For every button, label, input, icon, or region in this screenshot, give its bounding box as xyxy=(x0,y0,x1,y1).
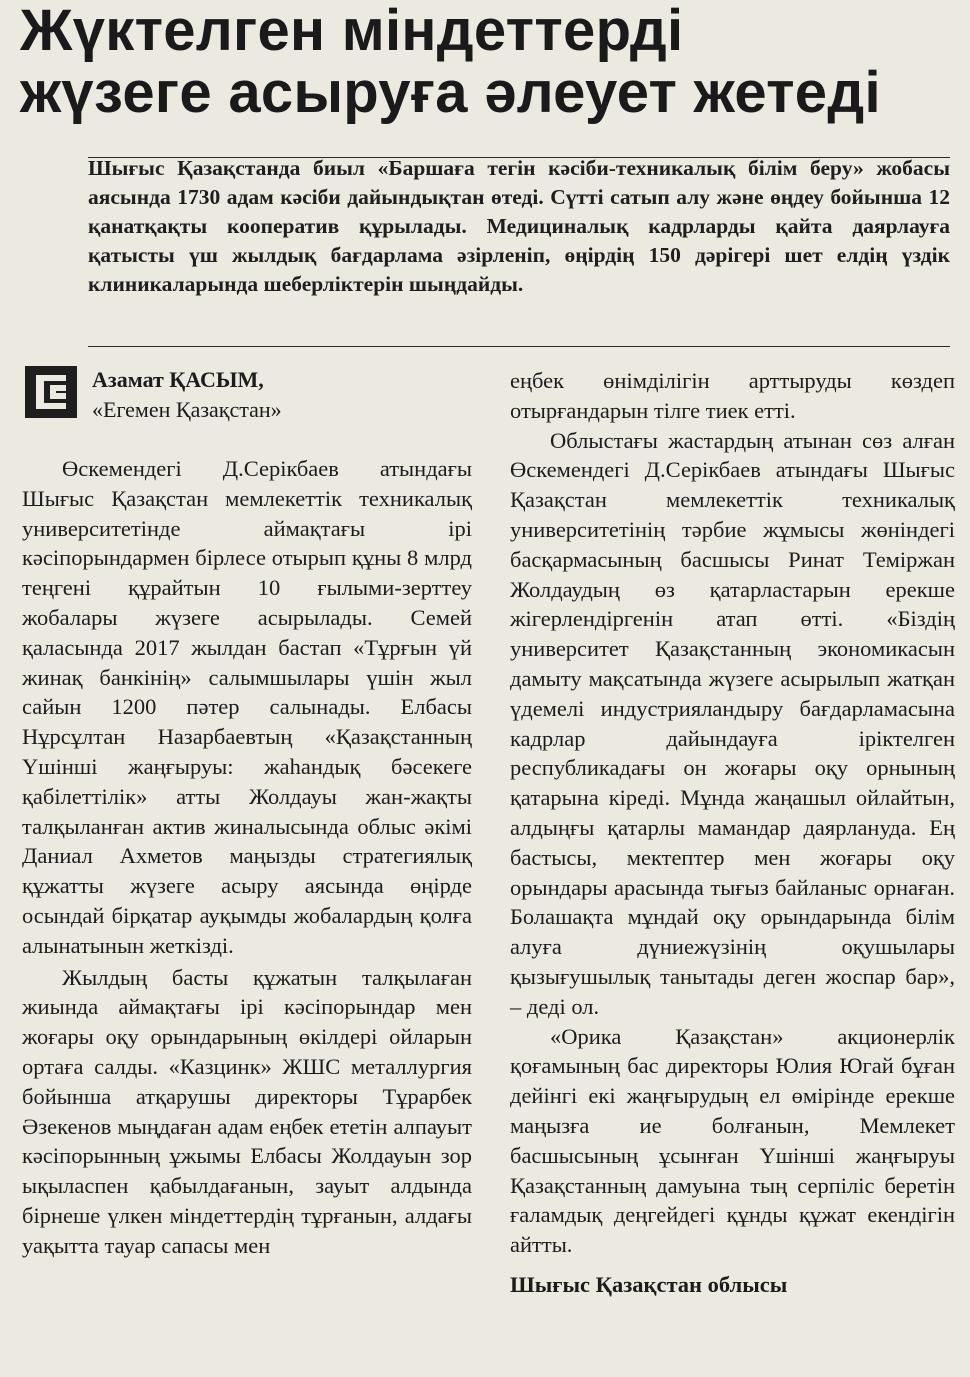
lead-bottom-rule xyxy=(88,346,950,347)
author-block xyxy=(92,365,472,425)
article-lead: Шығыс Қазақстанда биыл «Баршаға тегін кәсіби-техникалық білім беру» жобасы аясында 1730 адам кәсіби дайындықтан өтеді. Сүтті сатып алу және өңдеу бойынша 12 қанатқақты кооператив құрылады. Медициналық кадрларды қайта даярлауға қатысты үш жылдық бағдарлама әзірленіп, өңірдің 150 дәрігері шет елдің үздік клиникаларында шеберліктерін шыңдайды. xyxy=(88,156,950,296)
headline-line-1: Жүктелген міндеттерді xyxy=(20,0,684,63)
article-dateline: Шығыс Қазақстан облысы xyxy=(510,1271,788,1297)
body-paragraph: Жылдың басты құжатын талқылаған жиында аймақтағы ірі кәсіпорындар мен жоғары оқу орындарының өкілдері ойларын ортаға салды. «Казцинк» ЖШС металлургия бойынша атқарушы директоры Тұрарбек Әзекенов мыңдаған адам еңбек ететін алпауыт кәсіпорынның ұжымы Елбасы Жолдауын зор ықыласпен қабылдағанын, зауыт алдында бірнеше үлкен міндеттердің тұрғанын, алдағы уақытта тауар сапасы мен xyxy=(22,964,472,1258)
author-name: Азамат ҚАСЫМ, xyxy=(92,367,264,392)
left-column xyxy=(22,454,472,1261)
body-paragraph: Облыстағы жастардың атынан сөз алған Өскемендегі Д.Серікбаев атындағы Шығыс Қазақстан мемлекеттік техникалық университетінің тәрбие жұмысы жөніндегі басқармасының басшысы Ринат Теміржан Жолдаудың өз қатарластарын ерекше жігерлендіргенін атап өтті. «Біздің университет Қазақстанның экономикасын дамыту мақсатында жүзеге асырылып жатқан үдемелі индустрияландыру бағдарламасына кадрлар дайындауға іріктелген республикадағы он жоғары оқу орнының қатарына кіреді. Мұнда жаңашыл ойлайтын, алдыңғы қатарлы мамандар даярлануда. Ең бастысы, мектептер мен жоғары оқу орындары арасында тығыз байланыс орнаған. Болашақта мұндай оқу орындарында білім алуға дүниежүзінің оқушылары қызығушылық танытады деген жоспар бар», – деді ол. xyxy=(510,427,955,1019)
egemen-logo-icon xyxy=(24,365,78,419)
body-paragraph-continuation: еңбек өнімділігін арттыруды көздеп отырғандарын тілге тиек етті. xyxy=(510,368,955,423)
author-newspaper: «Егемен Қазақстан» xyxy=(92,397,282,422)
body-paragraph: «Орика Қазақстан» акционерлік қоғамының бас директоры Юлия Югай бұған дейінгі екі жаңғырудың ел өмірінде ерекше маңызға ие болғанын, Мемлекет басшысының ұсынған Үшінші жаңғыруы Қазақстанның дамуына тың серпіліс беретін ғаламдық деңгейдегі құнды құжат екендігін айтты. xyxy=(510,1023,955,1258)
headline-line-2: жүзеге асыруға әлеует жетеді xyxy=(20,60,881,125)
article-headline xyxy=(20,0,960,124)
right-column xyxy=(510,366,955,1300)
body-paragraph: Өскемендегі Д.Серікбаев атындағы Шығыс Қазақстан мемлекеттік техникалық университетінде аймақтағы ірі кәсіпорындармен бірлесе отырып құны 8 млрд теңгені құрайтын 10 ғылыми-зерттеу жобалары жүзеге асырылады. Семей қаласында 2017 жылдан бастап «Тұрғын үй жинақ банкінің» салымшылары үшін жыл сайын 1200 пәтер салынады. Елбасы Нұрсұлтан Назарбаевтың «Қазақстанның Үшінші жаңғыруы: жаһандық бәсекеге қабілеттілік» атты Жолдауы жан-жақты талқыланған актив жиналысында облыс әкімі Даниал Ахметов маңызды стратегиялық құжатты жүзеге асыру аясында өңірде осындай бірқатар ауқымды жобалардың қолға алынатынын жеткізді. xyxy=(22,456,472,958)
